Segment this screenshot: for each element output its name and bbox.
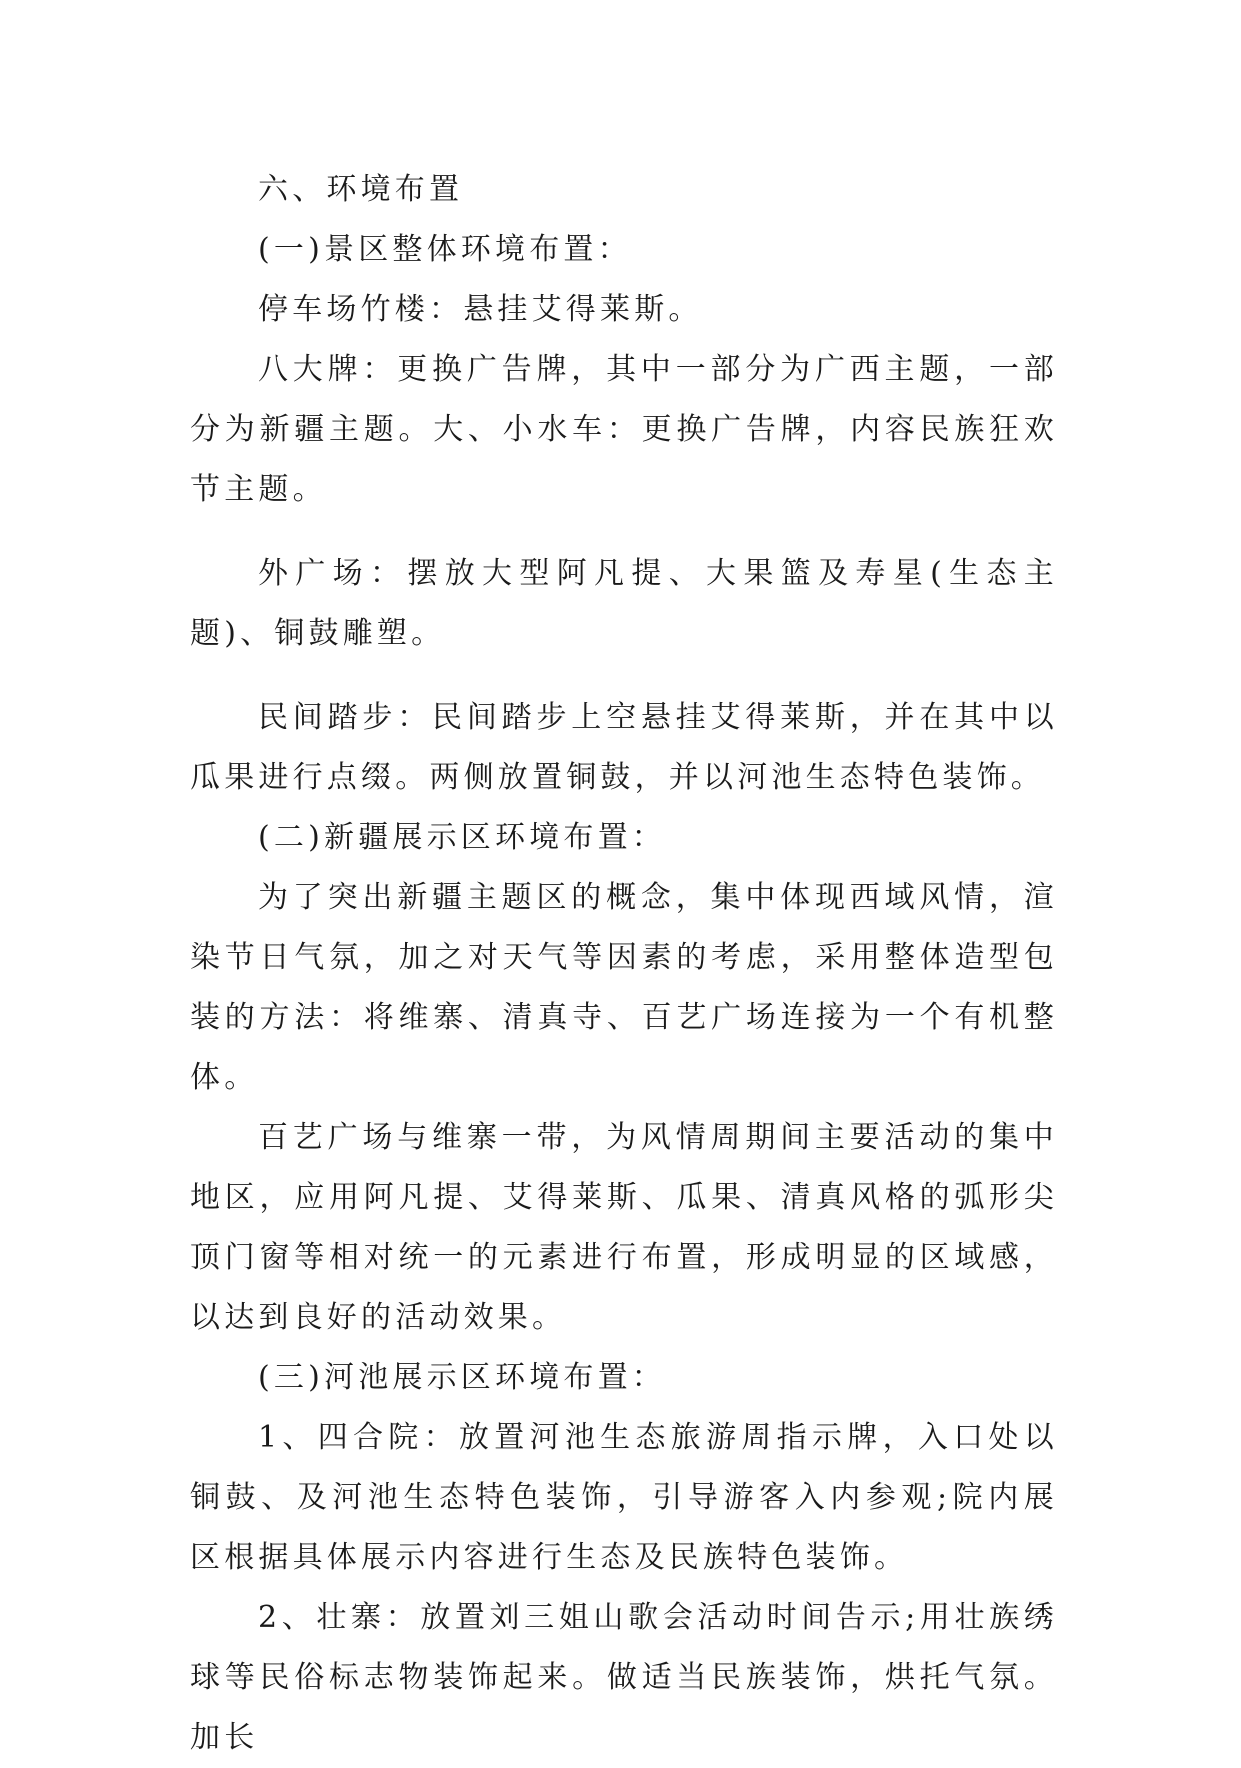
document-page	[190, 160, 1058, 1768]
paragraph-folk-steps: 民间踏步：民间踏步上空悬挂艾得莱斯，并在其中以瓜果进行点缀。两侧放置铜鼓，并以河池生态特色装饰。	[190, 700, 1058, 795]
paragraph-eight-signs: 八大牌：更换广告牌，其中一部分为广西主题，一部分为新疆主题。大、小水车：更换广告牌，内容民族狂欢节主题。	[190, 352, 1058, 507]
subsection-title-xinjiang: (二)新疆展示区环境布置：	[258, 820, 667, 855]
section-title: 六、环境布置	[258, 172, 464, 207]
paragraph-hechi-courtyard: 1、四合院：放置河池生态旅游周指示牌，入口处以铜鼓、及河池生态特色装饰，引导游客入内参观;院内展区根据具体展示内容进行生态及民族特色装饰。	[190, 1420, 1058, 1575]
subsection-title-hechi: (三)河池展示区环境布置：	[258, 1360, 667, 1395]
paragraph-xinjiang-square: 百艺广场与维寨一带，为风情周期间主要活动的集中地区，应用阿凡提、艾得莱斯、瓜果、清真风格的弧形尖顶门窗等相对统一的元素进行布置，形成明显的区域感，以达到良好的活动效果。	[190, 1120, 1058, 1335]
paragraph-outer-square: 外广场：摆放大型阿凡提、大果篮及寿星(生态主题)、铜鼓雕塑。	[190, 556, 1058, 651]
subsection-title-scenic-area: (一)景区整体环境布置：	[258, 232, 632, 267]
paragraph-xinjiang-concept: 为了突出新疆主题区的概念，集中体现西域风情，渲染节日气氛，加之对天气等因素的考虑，采用整体造型包装的方法：将维寨、清真寺、百艺广场连接为一个有机整体。	[190, 880, 1058, 1095]
paragraph-parking: 停车场竹楼：悬挂艾得莱斯。	[258, 292, 703, 327]
paragraph-hechi-zhuang-village: 2、壮寨：放置刘三姐山歌会活动时间告示;用壮族绣球等民俗标志物装饰起来。做适当民族装饰，烘托气氛。加长	[190, 1600, 1058, 1755]
